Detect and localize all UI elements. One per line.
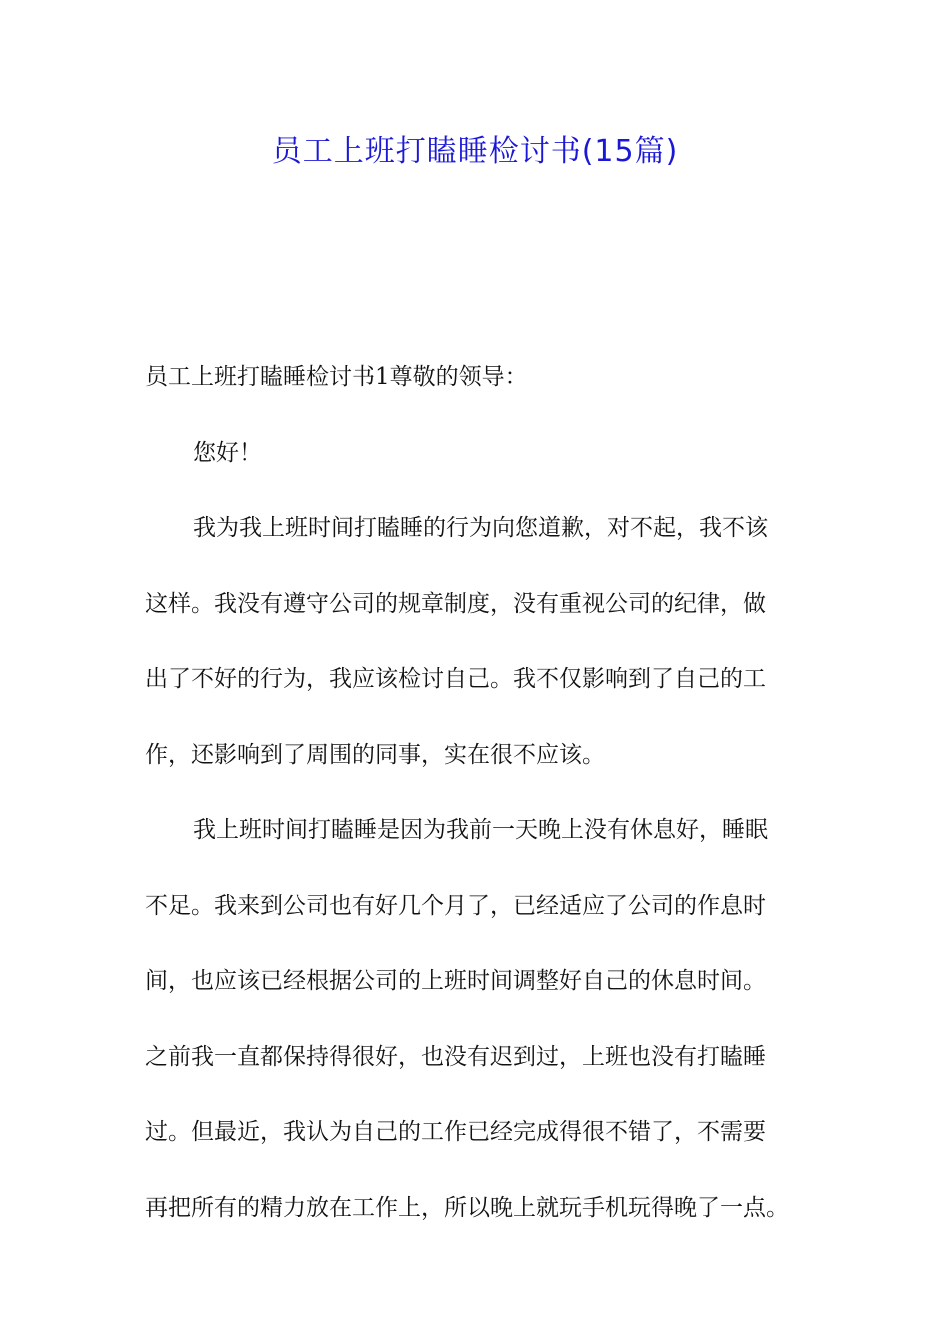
document-body (145, 340, 825, 1246)
body-line: 不足。我来到公司也有好几个月了，已经适应了公司的作息时 (145, 892, 766, 919)
body-line: 过。但最近，我认为自己的工作已经完成得很不错了，不需要 (145, 1119, 766, 1145)
body-line: 出了不好的行为，我应该检讨自己。我不仅影响到了自己的工 (145, 666, 766, 692)
body-line: 我上班时间打瞌睡是因为我前一天晚上没有休息好，睡眠 (193, 817, 768, 843)
body-line: 作，还影响到了周围的同事，实在很不应该。 (145, 741, 605, 768)
body-line: 这样。我没有遵守公司的规章制度，没有重视公司的纪律，做 (145, 590, 766, 617)
body-line: 我为我上班时间打瞌睡的行为向您道歉，对不起，我不该 (193, 515, 768, 541)
body-line: 之前我一直都保持得很好，也没有迟到过，上班也没有打瞌睡 (145, 1043, 766, 1070)
body-line: 再把所有的精力放在工作上，所以晚上就玩手机玩得晚了一点。 (145, 1194, 789, 1221)
body-line: 间，也应该已经根据公司的上班时间调整好自己的休息时间。 (145, 968, 766, 994)
document-title: 员工上班打瞌睡检讨书(15篇) (271, 134, 679, 169)
body-line: 员工上班打瞌睡检讨书1尊敬的领导： (145, 364, 528, 390)
body-line: 您好！ (193, 439, 262, 466)
